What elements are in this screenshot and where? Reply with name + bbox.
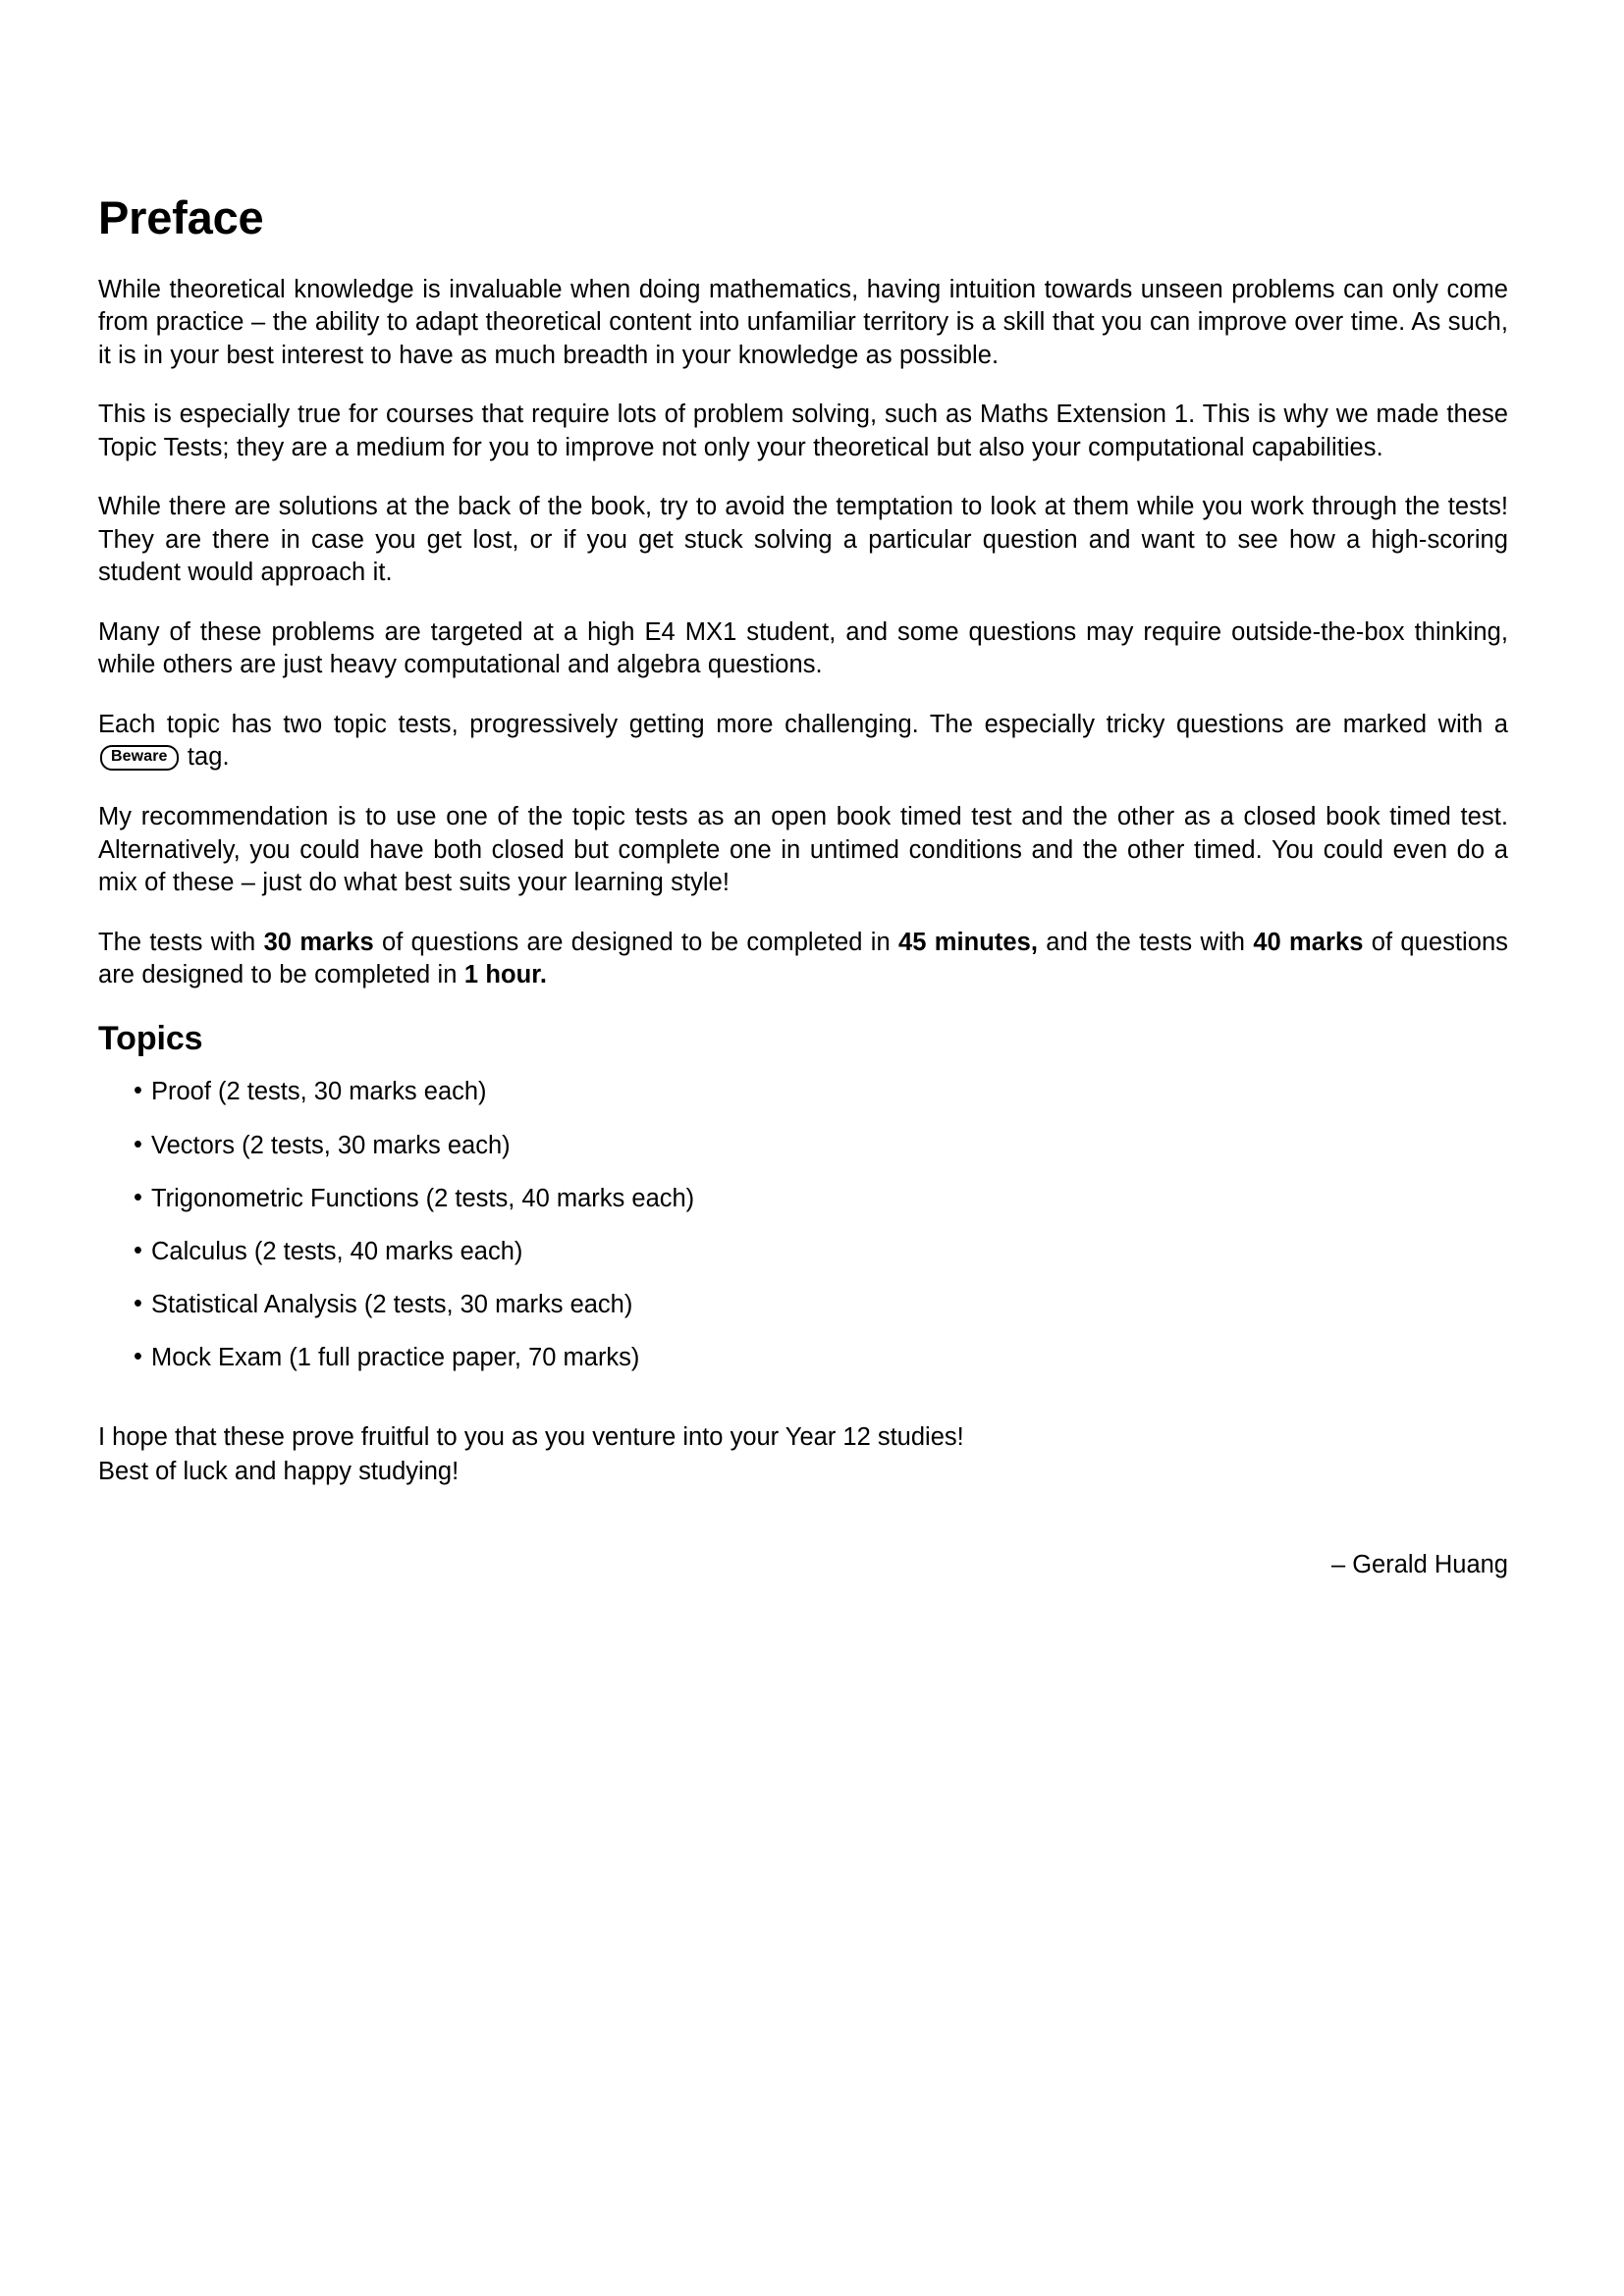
timing-bold-45-minutes: 45 minutes, — [897, 928, 1038, 956]
topics-list — [98, 1076, 1508, 1374]
timing-text-3: and the tests with — [1037, 928, 1254, 956]
page-content — [98, 192, 1508, 1581]
page-title: Preface — [98, 191, 264, 243]
list-item-label: Trigonometric Functions (2 tests, 40 marks each) — [151, 1184, 695, 1212]
list-item-label: Mock Exam (1 full practice paper, 70 marks) — [151, 1344, 640, 1372]
list-item-label: Vectors (2 tests, 30 marks each) — [151, 1131, 511, 1159]
section-title-topics: Topics — [98, 1019, 203, 1057]
paragraph-difficulty: Many of these problems are targeted at a high E4 MX1 student, and some questions may require outside-the-box thinking, while others are just heavy computational and algebra questions. — [98, 617, 1508, 679]
list-item — [98, 1236, 1508, 1268]
beware-text-before: Each topic has two topic tests, progressively getting more challenging. The especially tricky questions are marked with a — [98, 710, 1508, 738]
paragraph-solutions: While there are solutions at the back of the book, try to avoid the temptation to look at them while you work through the tests! They are there in case you get lost, or if you get stuck solving a particular question and want to see how a high-scoring student would approach it. — [98, 493, 1508, 587]
list-item — [98, 1289, 1508, 1321]
bullet-icon: • — [134, 1130, 142, 1158]
paragraph-intro: While theoretical knowledge is invaluable when doing mathematics, having intuition towards unseen problems can only come from practice – the ability to adapt theoretical content into unfamiliar territory is a skill that you can improve over time. As such, it is in your best interest to have as much breadth in your knowledge as possible. — [98, 275, 1508, 369]
timing-text-2: of questions are designed to be completed in — [373, 928, 898, 956]
list-item — [98, 1183, 1508, 1215]
beware-text-after: tag. — [180, 743, 230, 772]
bullet-icon: • — [134, 1236, 142, 1264]
closing-line-2: Best of luck and happy studying! — [98, 1457, 460, 1485]
list-item — [98, 1076, 1508, 1108]
bullet-icon: • — [134, 1077, 142, 1105]
list-item-label: Statistical Analysis (2 tests, 30 marks each) — [151, 1291, 633, 1319]
beware-badge: Beware — [100, 745, 179, 770]
list-item — [98, 1342, 1508, 1374]
author-signature: – Gerald Huang — [1330, 1551, 1508, 1579]
paragraph-beware-tag — [98, 709, 1508, 774]
closing-line-1: I hope that these prove fruitful to you as you venture into your Year 12 studies! — [98, 1423, 964, 1452]
bullet-icon: • — [134, 1290, 142, 1318]
paragraph-topic-tests: This is especially true for courses that require lots of problem solving, such as Maths Extension 1. This is why we made these Topic Tests; they are a medium for you to improve not only your theoretical but also your computational capabilities. — [98, 400, 1508, 461]
timing-text-4: of questions are designed to be completed in — [98, 928, 1508, 989]
list-item-label: Calculus (2 tests, 40 marks each) — [151, 1237, 523, 1265]
bullet-icon: • — [134, 1183, 142, 1211]
timing-bold-40-marks: 40 marks — [1253, 928, 1364, 956]
paragraph-timing — [98, 927, 1508, 992]
closing-block — [98, 1420, 1508, 1488]
paragraph-recommendation: My recommendation is to use one of the topic tests as an open book timed test and the other as a closed book timed test. Alternatively, you could have both closed but complete one in untimed conditions and the other timed. You could even do a mix of these – just do what best suits your learning style! — [98, 803, 1508, 897]
timing-bold-1-hour: 1 hour. — [463, 961, 547, 989]
list-item-label: Proof (2 tests, 30 marks each) — [151, 1078, 487, 1106]
timing-text-1: The tests with — [98, 928, 264, 956]
timing-bold-30-marks: 30 marks — [263, 928, 374, 956]
bullet-icon: • — [134, 1343, 142, 1371]
list-item — [98, 1130, 1508, 1162]
